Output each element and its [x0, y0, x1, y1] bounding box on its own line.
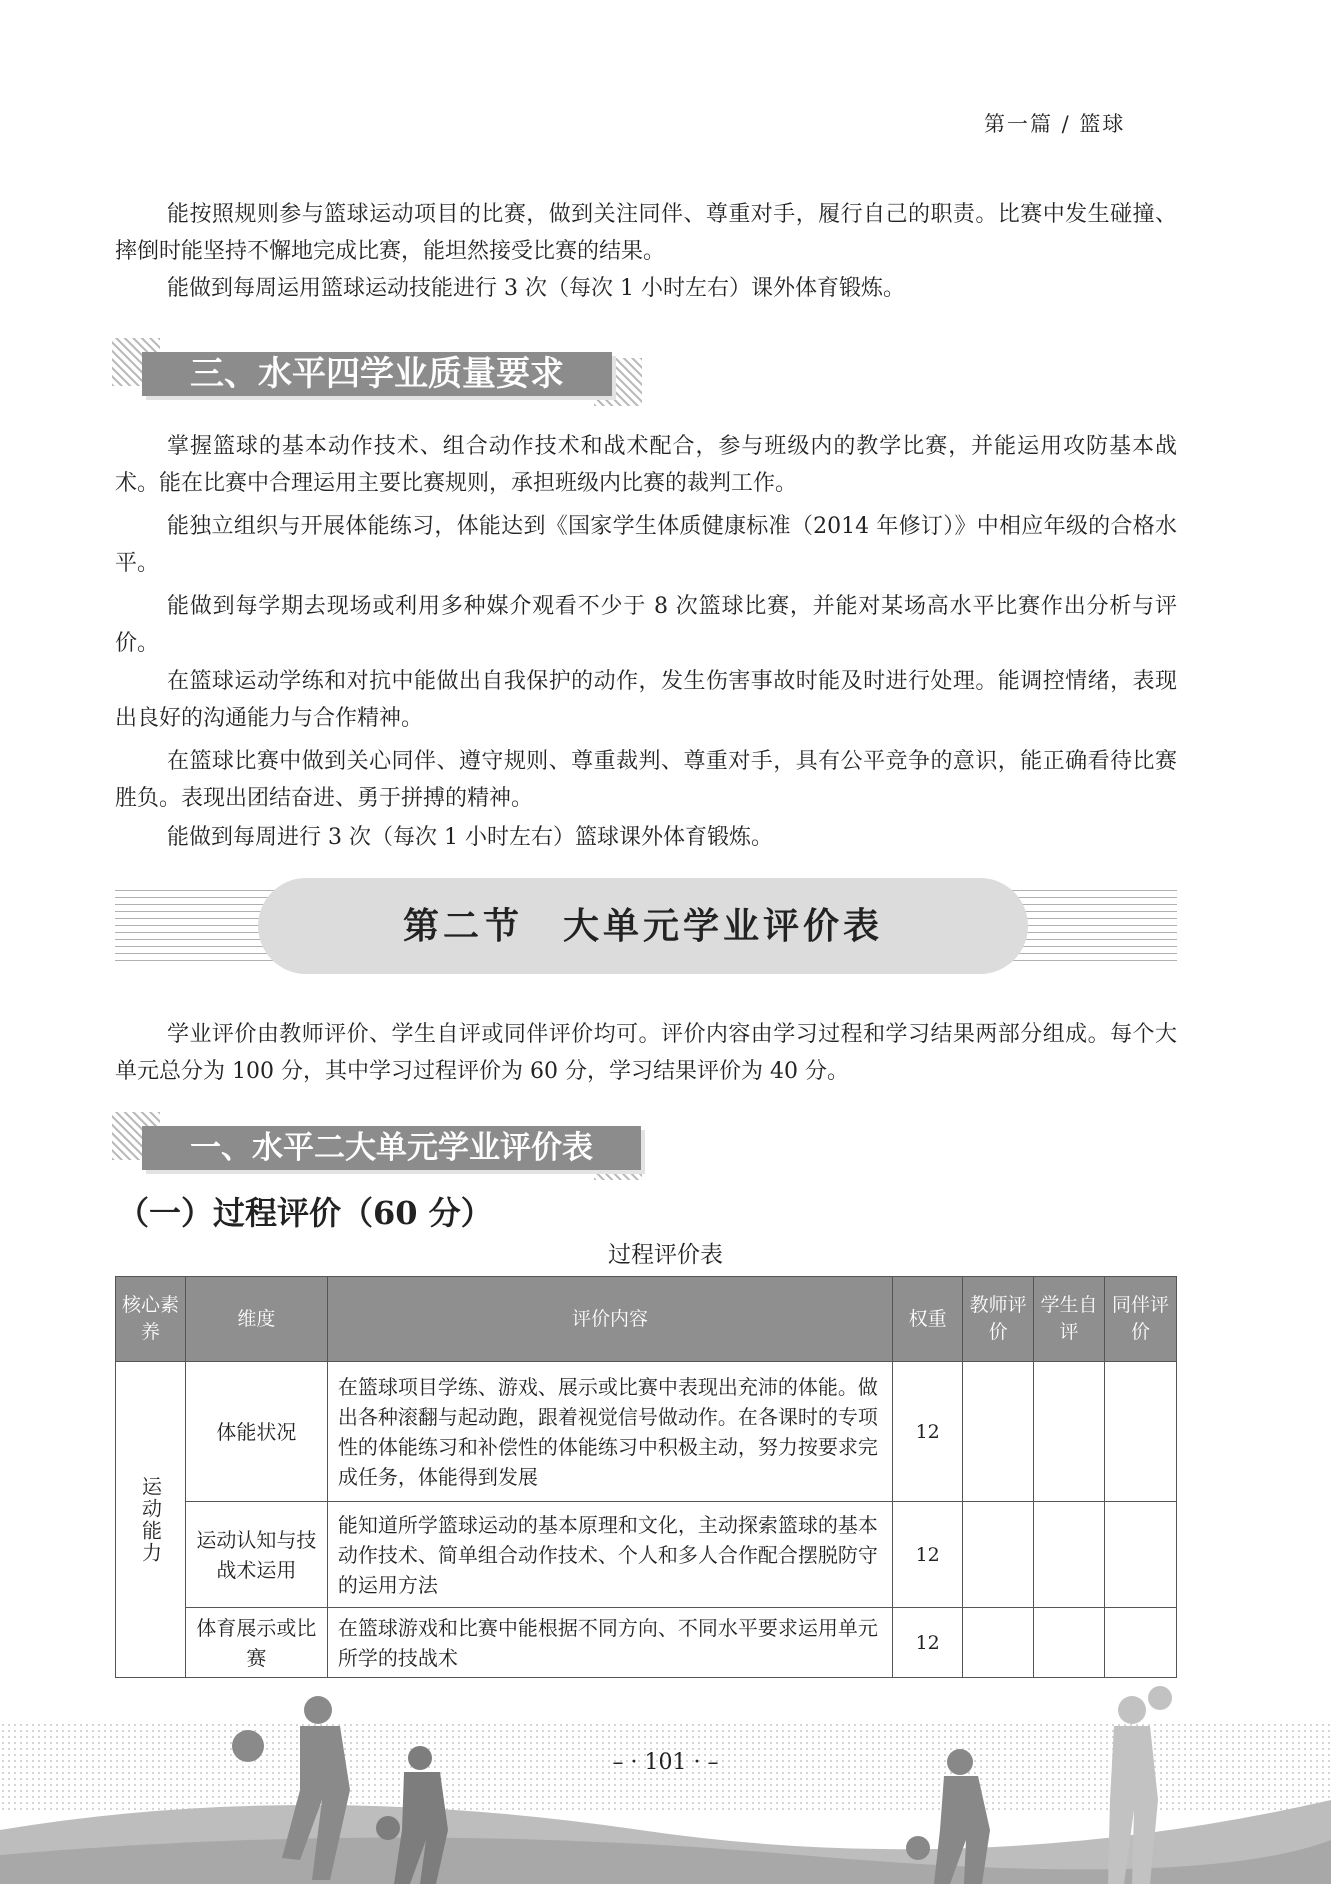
section3-paragraph-5: 在篮球比赛中做到关心同伴、遵守规则、尊重裁判、尊重对手，具有公平竞争的意识，能正确看待比赛胜负。表现出团结奋进、勇于拼搏的精神。 — [115, 749, 1177, 811]
weight-cell: 12 — [893, 1608, 963, 1678]
peer-score-cell[interactable] — [1105, 1362, 1177, 1502]
section3-paragraph-4: 在篮球运动学练和对抗中能做出自我保护的动作，发生伤害事故时能及时进行处理。能调控情绪，表现出良好的沟通能力与合作精神。 — [115, 669, 1177, 731]
section3-paragraph-1: 掌握篮球的基本动作技术、组合动作技术和战术配合，参与班级内的教学比赛，并能运用攻防基本战术。能在比赛中合理运用主要比赛规则，承担班级内比赛的裁判工作。 — [115, 434, 1177, 496]
header-teacher: 教师评价 — [963, 1277, 1034, 1362]
chapter-title: 第二节 大单元学业评价表 — [258, 878, 1028, 974]
table-header-row — [116, 1277, 1177, 1362]
header-content: 评价内容 — [327, 1277, 892, 1362]
table-row — [116, 1502, 1177, 1608]
self-score-cell[interactable] — [1034, 1362, 1105, 1502]
chapter-banner — [115, 878, 1177, 974]
peer-score-cell[interactable] — [1105, 1502, 1177, 1608]
dimension-cell: 体育展示或比赛 — [185, 1608, 327, 1678]
page-number: – · 101 · – — [612, 1750, 719, 1775]
content-cell: 能知道所学篮球运动的基本原理和文化，主动探索篮球的基本动作技术、简单组合动作技术、个人和多人合作配合摆脱防守的运用方法 — [327, 1502, 892, 1608]
teacher-score-cell[interactable] — [963, 1502, 1034, 1608]
section3-paragraph-2: 能独立组织与开展体能练习，体能达到《国家学生体质健康标准（2014 年修订）》中相应年级的合格水平。 — [115, 514, 1177, 576]
weight-cell: 12 — [893, 1362, 963, 1502]
peer-score-cell[interactable] — [1105, 1608, 1177, 1678]
header-self: 学生自评 — [1034, 1277, 1105, 1362]
subsection-title: （一）过程评价（60 分） — [117, 1194, 493, 1232]
self-score-cell[interactable] — [1034, 1608, 1105, 1678]
header-peer: 同伴评价 — [1105, 1277, 1177, 1362]
table-row — [116, 1362, 1177, 1502]
content-cell: 在篮球游戏和比赛中能根据不同方向、不同水平要求运用单元所学的技战术 — [327, 1608, 892, 1678]
self-score-cell[interactable] — [1034, 1502, 1105, 1608]
core-label: 运动能力 — [138, 1475, 163, 1564]
intro-paragraph-1: 能按照规则参与篮球运动项目的比赛，做到关注同伴、尊重对手，履行自己的职责。比赛中发生碰撞、摔倒时能坚持不懈地完成比赛，能坦然接受比赛的结果。 — [115, 202, 1177, 264]
dimension-cell: 体能状况 — [185, 1362, 327, 1502]
weight-cell: 12 — [893, 1502, 963, 1608]
chapter-paragraph: 学业评价由教师评价、学生自评或同伴评价均可。评价内容由学习过程和学习结果两部分组成。每个大单元总分为 100 分，其中学习过程评价为 60 分，学习结果评价为 40 分。 — [115, 1022, 1177, 1084]
section-title-3: 三、水平四学业质量要求 — [142, 352, 612, 396]
section-banner-3 — [112, 338, 642, 406]
table-row — [116, 1608, 1177, 1678]
table-title: 过程评价表 — [608, 1242, 723, 1268]
intro-paragraph-2: 能做到每周运用篮球运动技能进行 3 次（每次 1 小时左右）课外体育锻炼。 — [167, 276, 905, 301]
basketball-icon — [906, 1836, 930, 1860]
basketball-icon — [1148, 1686, 1172, 1710]
header-dimension: 维度 — [185, 1277, 327, 1362]
section-banner-1 — [112, 1112, 642, 1180]
header-core: 核心素养 — [116, 1277, 186, 1362]
section-title-1: 一、水平二大单元学业评价表 — [142, 1126, 641, 1170]
basketball-players-illustration — [0, 1680, 1331, 1884]
core-cell — [116, 1362, 186, 1678]
teacher-score-cell[interactable] — [963, 1362, 1034, 1502]
section3-paragraph-6: 能做到每周进行 3 次（每次 1 小时左右）篮球课外体育锻炼。 — [167, 825, 773, 850]
content-cell: 在篮球项目学练、游戏、展示或比赛中表现出充沛的体能。做出各种滚翻与起动跑，跟着视觉信号做动作。在各课时的专项性的体能练习和补偿性的体能练习中积极主动，努力按要求完成任务，体能得到发展 — [327, 1362, 892, 1502]
running-header: 第一篇 / 篮球 — [984, 112, 1126, 136]
process-evaluation-table — [115, 1276, 1177, 1678]
basketball-icon — [376, 1816, 400, 1840]
section3-paragraph-3: 能做到每学期去现场或利用多种媒介观看不少于 8 次篮球比赛，并能对某场高水平比赛作出分析与评价。 — [115, 594, 1177, 656]
header-weight: 权重 — [893, 1277, 963, 1362]
dimension-cell: 运动认知与技战术运用 — [185, 1502, 327, 1608]
teacher-score-cell[interactable] — [963, 1608, 1034, 1678]
